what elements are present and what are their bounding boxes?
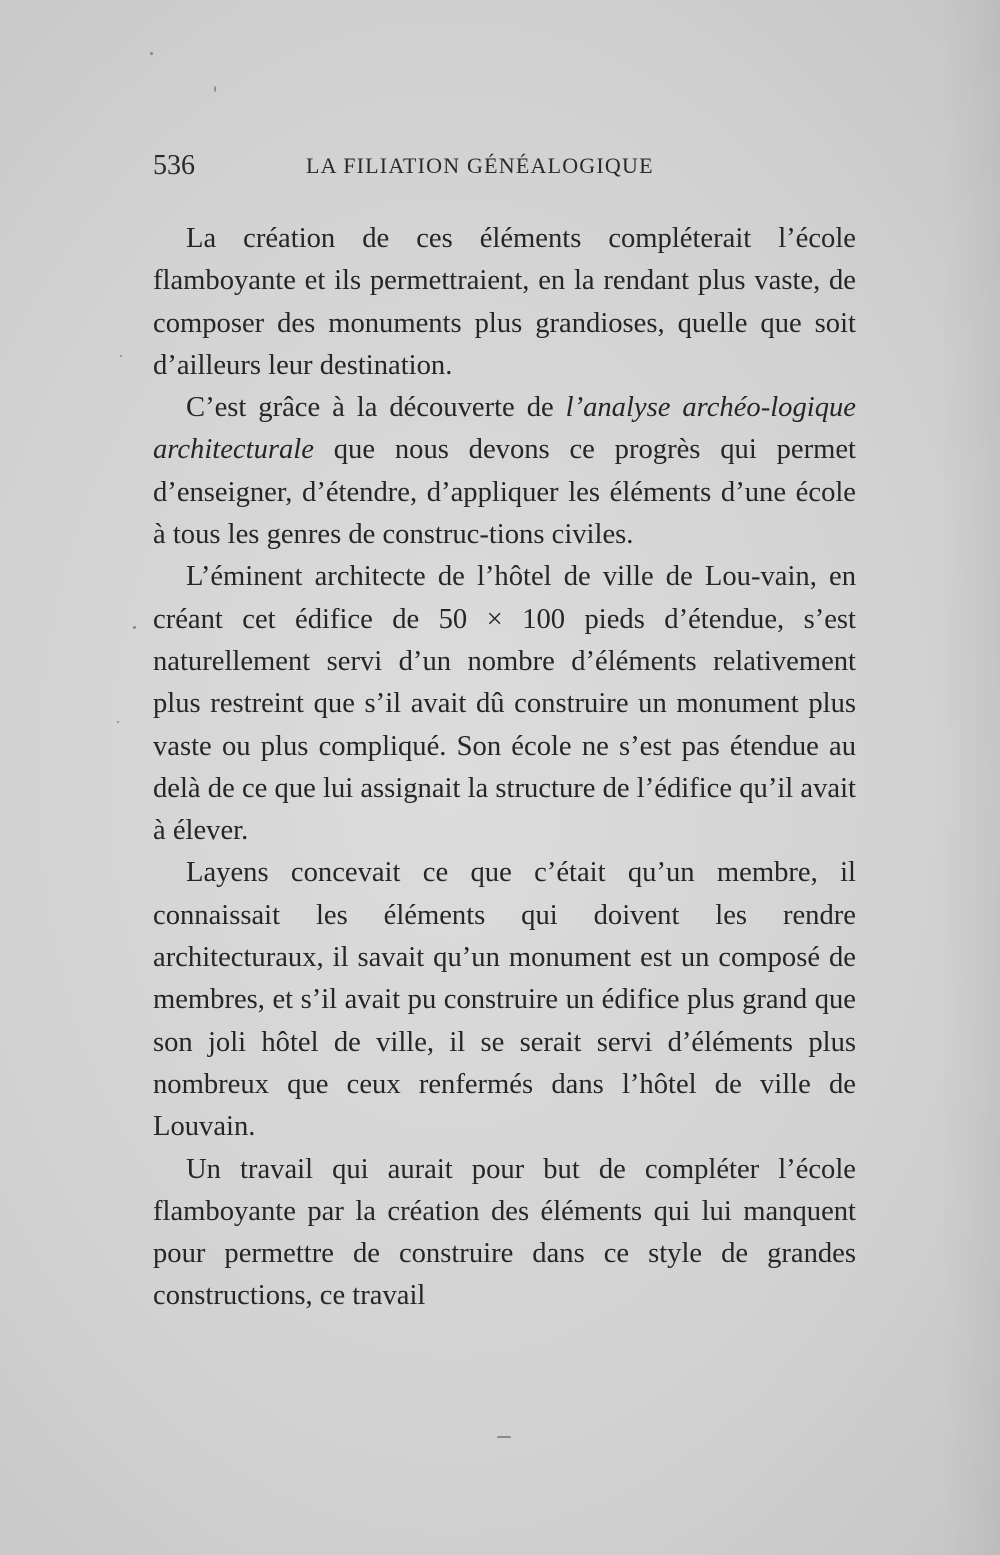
page-number: 536: [153, 150, 195, 181]
paper-speck: [117, 721, 119, 723]
body-text: [153, 218, 856, 1318]
paragraph: La création de ces éléments compléterait l’école flamboyante et ils permettraient, en la rendant plus vaste, de composer des monuments plus grandioses, quelle que soit d’ailleurs leur destination.: [153, 223, 856, 381]
paragraph: [153, 387, 856, 556]
running-head: LA FILIATION GÉNÉALOGIQUE: [306, 153, 654, 178]
paragraph: Un travail qui aurait pour but de compléter l’école flamboyante par la création des éléments qui lui manquent pour permettre de construire dans ce style de grandes constructions, ce travail: [153, 1153, 856, 1312]
paper-speck: [120, 355, 122, 357]
paragraph: Layens concevait ce que c’était qu’un membre, il connaissait les éléments qui doivent les rendre architecturaux, il savait qu’un monument est un composé de membres, et s’il avait pu construire un édifice plus grand que son joli hôtel de ville, il se serait servi d’éléments plus nombreux que ceux renfermés dans l’hôtel de ville de Louvain.: [153, 857, 856, 1143]
paragraph-text: C’est grâce à la découverte de: [186, 392, 566, 424]
paper-speck: [214, 86, 216, 92]
page-header: [153, 146, 853, 186]
paragraph-text: que nous devons ce progrès qui permet d’enseigner, d’étendre, d’appliquer les éléments d’une école à tous les genres de construc-tions civiles.: [153, 434, 856, 551]
page-edge-shadow: [940, 0, 1000, 1555]
italic-term: l’analyse archéo-logique architecturale: [153, 392, 857, 466]
paper-speck: [133, 626, 136, 629]
paper-speck: [497, 1436, 511, 1438]
paper-speck: [150, 52, 153, 55]
paragraph: L’éminent architecte de l’hôtel de ville de Lou-vain, en créant cet édifice de 50 × 100 pieds d’étendue, s’est naturellement servi d’un nombre d’éléments relativement plus restreint que s’il avait dû construire un monument plus vaste ou plus compliqué. Son école ne s’est pas étendue au delà de ce que lui assignait la structure de l’édifice qu’il avait à élever.: [153, 561, 856, 847]
